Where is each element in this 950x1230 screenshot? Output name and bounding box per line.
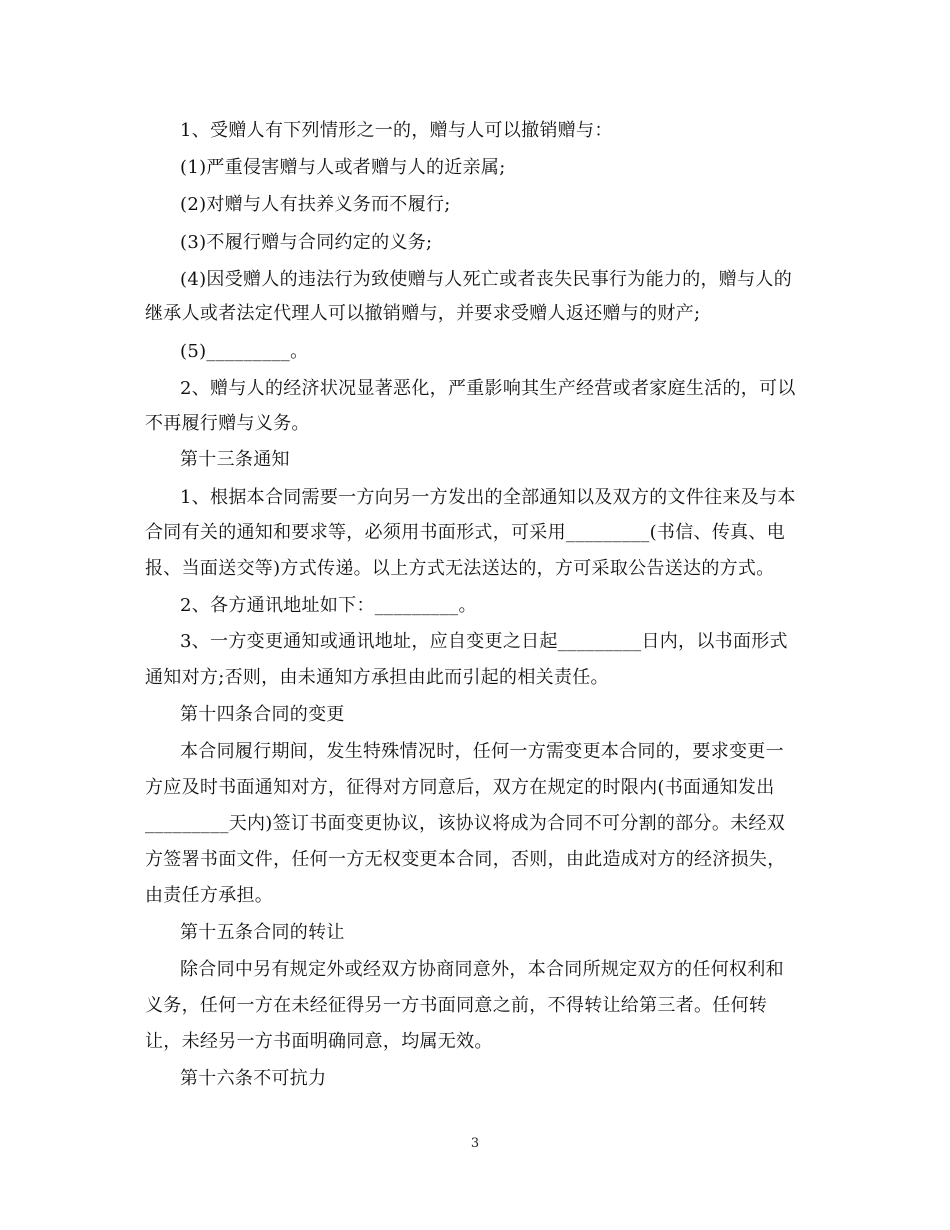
paragraph-line: (4)因受赠人的违法行为致使赠与人死亡或者丧失民事行为能力的，赠与人的 bbox=[180, 269, 792, 290]
paragraph-line: 方应及时书面通知对方，征得对方同意后，双方在规定的时限内(书面通知发出 bbox=[145, 777, 775, 798]
paragraph-line: 由责任方承担。 bbox=[145, 885, 274, 906]
section-heading: 第十四条合同的变更 bbox=[180, 704, 345, 725]
paragraph-line: 合同有关的通知和要求等，必须用书面形式，可采用_________(书信、传真、电 bbox=[145, 522, 786, 543]
paragraph-line: 通知对方;否则，由未通知方承担由此而引起的相关责任。 bbox=[145, 667, 609, 688]
section-heading: 第十五条合同的转让 bbox=[180, 922, 345, 943]
paragraph-line: 1、根据本合同需要一方向另一方发出的全部通知以及双方的文件往来及与本 bbox=[180, 487, 796, 508]
section-heading: 第十六条不可抗力 bbox=[180, 1068, 327, 1089]
paragraph-line: 报、当面送交等)方式传递。以上方式无法送达的，方可采取公告送达的方式。 bbox=[145, 558, 775, 579]
paragraph-line: 让，未经另一方书面明确同意，均属无效。 bbox=[145, 1031, 493, 1052]
paragraph-line: 继承人或者法定代理人可以撤销赠与，并要求受赠人返还赠与的财产; bbox=[145, 303, 701, 324]
paragraph-line: 除合同中另有规定外或经双方协商同意外，本合同所规定双方的任何权利和 bbox=[180, 959, 784, 980]
paragraph-line: 义务，任何一方在未经征得另一方书面同意之前，不得转让给第三者。任何转 bbox=[145, 995, 768, 1016]
paragraph-line: (3)不履行赠与合同约定的义务; bbox=[180, 232, 433, 253]
paragraph-line: (2)对赠与人有扶养义务而不履行; bbox=[180, 194, 451, 215]
paragraph-line: 2、赠与人的经济状况显著恶化，严重影响其生产经营或者家庭生活的，可以 bbox=[180, 378, 796, 399]
paragraph-line: (5)_________。 bbox=[180, 341, 309, 362]
paragraph-line: 不再履行赠与义务。 bbox=[145, 413, 310, 434]
paragraph-line: 方签署书面文件，任何一方无权变更本合同，否则，由此造成对方的经济损失， bbox=[145, 849, 786, 870]
paragraph-line: _________天内)签订书面变更协议，该协议将成为合同不可分割的部分。未经双 bbox=[145, 813, 786, 834]
paragraph-line: (1)严重侵害赠与人或者赠与人的近亲属; bbox=[180, 157, 506, 178]
page-number: 3 bbox=[470, 1136, 480, 1151]
paragraph-line: 1、受赠人有下列情形之一的，赠与人可以撤销赠与： bbox=[180, 120, 613, 141]
paragraph-line: 3、一方变更通知或通讯地址，应自变更之日起_________日内，以书面形式 bbox=[180, 631, 788, 652]
paragraph-line: 2、各方通讯地址如下：_________。 bbox=[180, 595, 477, 616]
paragraph-line: 本合同履行期间，发生特殊情况时，任何一方需变更本合同的，要求变更一 bbox=[180, 741, 784, 762]
section-heading: 第十三条通知 bbox=[180, 449, 290, 470]
